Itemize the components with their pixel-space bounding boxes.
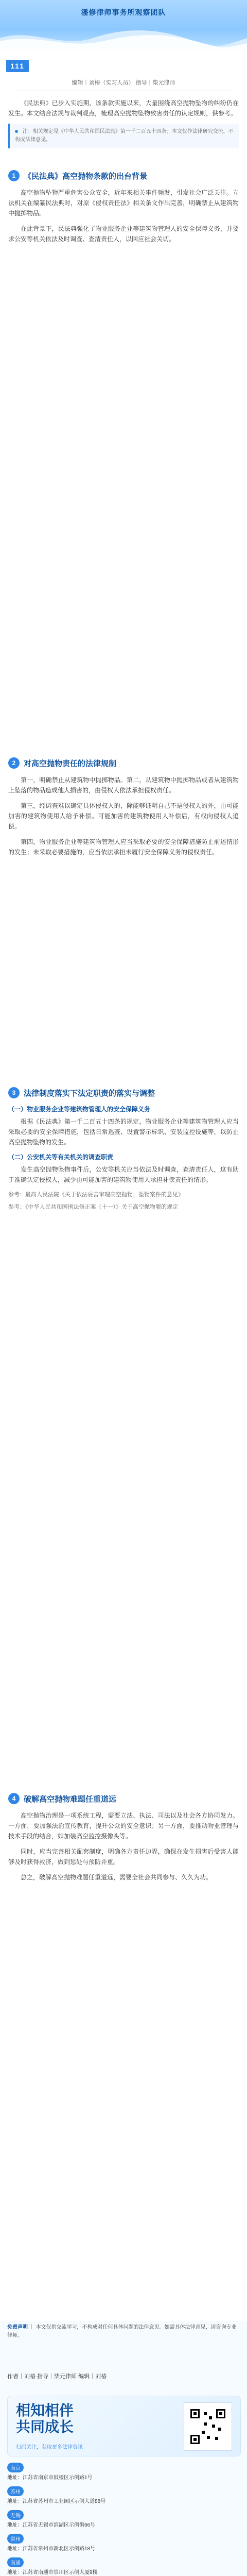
paragraph: 第一，明确禁止从建筑物中抛掷物品。第二，从建筑物中抛掷物品或者从建筑物上坠落的物品造成他人损害的，由侵权人依法承担侵权责任。 [8,776,239,794]
contact-label: 苏州 [7,2486,24,2496]
contact-line: 地址：江苏省南通市崇川区示例大厦9楼 [7,2570,98,2575]
intro [8,98,239,154]
brand-heading [16,2402,74,2435]
section-number: 2 [8,757,20,769]
subheading: （二）公安机关等有关机关的调查职责 [8,1154,114,1161]
contact-item [7,2557,240,2576]
brand-sub: 扫码关注，获取更多法律资讯 [16,2445,83,2450]
section-2 [8,757,239,862]
paragraph: 在此背景下，民法典强化了物业服务企业等建筑物管理人的安全保障义务，并要求公安等机关依法及时调查、查清责任人，以回应社会关切。 [8,225,239,243]
intro-note-text: 注：相关规定见《中华人民共和国民法典》第一千二百五十四条；本文仅作法律研究交流，不构成法律意见。 [15,129,234,143]
banner-title: 潘修律师事务所观察团队 [81,8,166,16]
paragraph: 同时，应当完善相关配套制度，明确各方责任边界，确保在发生损害后受害人能够及时获得救济，做到惩处与预防并重。 [8,1848,239,1866]
disclaimer-label: 免责声明 [7,2325,28,2330]
brand-line-2: 共同成长 [16,2419,74,2435]
section-head [8,1793,239,1804]
qr-code-icon [184,2402,232,2451]
contact-line: 地址：江苏省常州市新北区示例路18号 [7,2546,96,2552]
brand-line-1: 相知相伴 [16,2402,74,2418]
contacts [7,2463,240,2576]
brand-card [7,2396,241,2456]
contact-item [7,2486,240,2506]
qr-code-icon [188,2407,227,2446]
section-head [8,1087,239,1098]
paragraph: 发生高空抛物坠物事件后，公安等机关应当依法及时调查，查清责任人，这有助于准确认定侵权人，减少由可能加害的建筑物使用人承担补偿责任的情形。 [8,1166,239,1183]
disclaimer: 免责声明 ｜ 本文仅供交流学习，不构成对任何具体问题的法律意见。如需具体法律意见，请咨询专业律师。 [7,2325,237,2338]
section-title: 破解高空抛物难题任重道远 [24,1794,117,1804]
waves-icon [0,23,247,49]
section-tag: 111 [6,60,29,72]
contact-label: 无锡 [7,2510,24,2520]
section-title: 对高空抛物责任的法律规制 [24,759,117,768]
header-banner [0,0,247,49]
intro-lead: 《民法典》已步入实施期，该条款实施以来，大量围绕高空抛物坠物的纠纷仍在发生。本文结合法规与裁判观点，梳理高空抛物坠物致害责任的认定规则，供参考。 [8,99,239,117]
paragraph: 第三，经调查难以确定具体侵权人的，除能够证明自己不是侵权人的外，由可能加害的建筑物使用人给予补偿。可能加害的建筑物使用人补偿后，有权向侵权人追偿。 [8,802,239,830]
meta: 编辑｜刘椿（实习人员） 指导｜柴元律师 [72,80,175,86]
credits: 作者｜刘椿 指导｜柴元律师 编辑｜刘椿 [7,2374,107,2380]
reference: 参考：最高人民法院《关于依法妥善审理高空抛物、坠物案件的意见》 [8,1192,184,1198]
contact-line: 地址：江苏省无锡市滨湖区示例街66号 [7,2522,96,2528]
paragraph: 第四，物业服务企业等建筑物管理人应当采取必要的安全保障措施防止前述情形的发生；未采取必要措施的，应当依法承担未履行安全保障义务的侵权责任。 [8,838,239,856]
contact-label: 南通 [7,2557,24,2567]
paragraph: 高空抛物坠物严重危害公众安全，近年来相关事件频发，引发社会广泛关注。立法机关在编纂民法典时，对原《侵权责任法》相关条文作出完善，明确禁止从建筑物中抛掷物品。 [8,189,239,217]
contact-line: 地址：江苏省苏州市工业园区示例大道88号 [7,2499,106,2504]
subheading: （一）物业服务企业等建筑物管理人的安全保障义务 [8,1106,151,1113]
contact-item [7,2534,240,2553]
intro-note [8,124,239,148]
section-number: 1 [8,170,20,181]
reference: 参考：《中华人民共和国刑法修正案（十一）》关于高空抛物罪的规定 [8,1204,178,1210]
dot-icon [15,130,18,133]
contact-item [7,2463,240,2482]
contact-line: 地址：江苏省南京市鼓楼区示例路1号 [7,2475,93,2481]
section-number: 4 [8,1793,20,1804]
section-1 [8,170,239,249]
section-head [8,757,239,769]
paragraph: 高空抛物治理是一项系统工程，需要立法、执法、司法以及社会各方协同发力。一方面，要加强法治宣传教育，提升公众的安全意识；另一方面，要推动物业管理与技术手段的结合，如加装高空监控摄像头等。 [8,1812,239,1840]
section-title: 《民法典》高空抛物条款的出台背景 [24,172,148,181]
paragraph: 总之，破解高空抛物难题任重道远，需要全社会共同参与、久久为功。 [21,1874,213,1881]
contact-label: 南京 [7,2463,24,2472]
disclaimer-text: 本文仅供交流学习，不构成对任何具体问题的法律意见。如需具体法律意见，请咨询专业律师。 [7,2325,237,2338]
paragraph: 根据《民法典》第一千二百五十四条的规定，物业服务企业等建筑物管理人应当采取必要的安全保障措施，包括日常巡查、设置警示标识、安装监控设施等，以防止高空抛物坠物的发生。 [8,1118,239,1146]
contact-item [7,2510,240,2530]
section-title: 法律制度落实下法定职责的落实与调整 [24,1089,155,1098]
section-4 [8,1793,239,1888]
section-head [8,170,239,181]
section-number: 3 [8,1087,20,1098]
section-3 [8,1087,239,1215]
contact-label: 常州 [7,2534,24,2544]
